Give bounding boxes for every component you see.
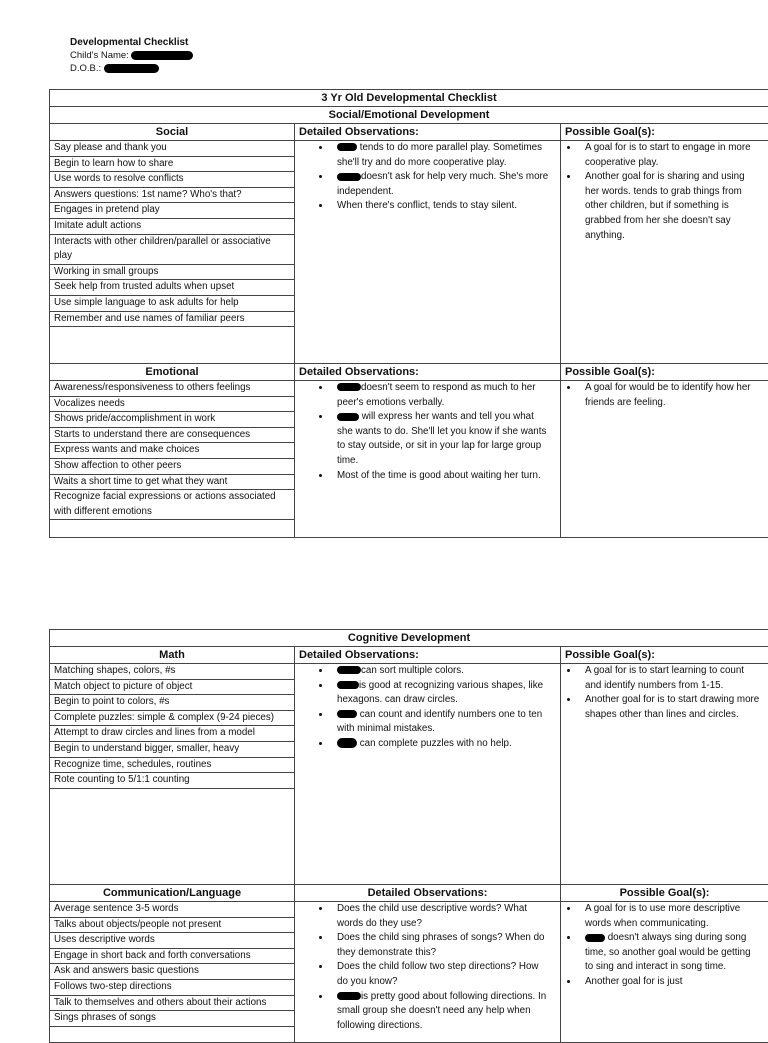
skill-item: Awareness/responsiveness to others feelings bbox=[50, 381, 294, 397]
checklist-title: 3 Yr Old Developmental Checklist bbox=[50, 90, 768, 107]
goal-item: • Another goal for is just bbox=[579, 975, 760, 990]
goal-item: • Another goal for is sharing and using her words. tends to grab things from other children, but if something is grabbed from her she doesn't say anything. bbox=[579, 170, 760, 243]
skill-item: Begin to point to colors, #s bbox=[50, 695, 294, 711]
observation-item: • Does the child sing phrases of songs? When do they demonstrate this? bbox=[331, 931, 552, 960]
skill-item: Shows pride/accomplishment in work bbox=[50, 412, 294, 428]
emotional-observations-heading: Detailed Observations: bbox=[295, 364, 561, 381]
social-emotional-table bbox=[49, 89, 768, 538]
math-goals-heading: Possible Goal(s): bbox=[561, 647, 768, 664]
emotional-skills-cell bbox=[50, 381, 295, 538]
observation-item: • Does the child follow two step directions? How do you know? bbox=[331, 960, 552, 989]
redaction-mark bbox=[337, 413, 359, 421]
skill-item: Begin to learn how to share bbox=[50, 157, 294, 173]
redaction-mark bbox=[337, 710, 357, 718]
communication-goals-heading: Possible Goal(s): bbox=[561, 885, 768, 902]
skill-item: Engage in short back and forth conversations bbox=[50, 949, 294, 965]
skill-item: Starts to understand there are consequences bbox=[50, 428, 294, 444]
redaction-mark bbox=[131, 51, 193, 60]
math-observations-heading: Detailed Observations: bbox=[295, 647, 561, 664]
skill-item: Begin to understand bigger, smaller, heavy bbox=[50, 742, 294, 758]
skill-item: Matching shapes, colors, #s bbox=[50, 664, 294, 680]
social-skills-list bbox=[50, 141, 294, 327]
skill-item: Ask and answers basic questions bbox=[50, 964, 294, 980]
communication-skills-cell bbox=[50, 902, 295, 1043]
skill-item: Recognize facial expressions or actions associated with different emotions bbox=[50, 490, 294, 520]
communication-goals-list bbox=[561, 902, 768, 990]
social-goals-cell bbox=[561, 141, 768, 364]
skill-item: Match object to picture of object bbox=[50, 680, 294, 696]
redaction-mark bbox=[585, 934, 605, 942]
emotional-goals-cell bbox=[561, 381, 768, 538]
math-skills-cell bbox=[50, 664, 295, 885]
emotional-observations-list bbox=[295, 381, 560, 483]
social-observations-heading: Detailed Observations: bbox=[295, 124, 561, 141]
skill-item: Talk to themselves and others about their actions bbox=[50, 996, 294, 1012]
skill-item: Use simple language to ask adults for help bbox=[50, 296, 294, 312]
skill-item: Rote counting to 5/1:1 counting bbox=[50, 773, 294, 789]
emotional-heading: Emotional bbox=[50, 364, 295, 381]
emotional-skills-list bbox=[50, 381, 294, 520]
math-heading: Math bbox=[50, 647, 295, 664]
communication-skills-list bbox=[50, 902, 294, 1027]
math-observations-list bbox=[295, 664, 560, 752]
skill-item: Say please and thank you bbox=[50, 141, 294, 157]
observation-item: • can complete puzzles with no help. bbox=[331, 737, 552, 752]
observation-item: • Does the child use descriptive words? What words do they use? bbox=[331, 902, 552, 931]
redaction-mark bbox=[337, 738, 357, 748]
skill-item: Answers questions: 1st name? Who's that? bbox=[50, 188, 294, 204]
redaction-mark bbox=[337, 666, 361, 674]
document-title: Developmental Checklist bbox=[70, 36, 193, 49]
skill-item: Engages in pretend play bbox=[50, 203, 294, 219]
social-goals-heading: Possible Goal(s): bbox=[561, 124, 768, 141]
skill-item: Uses descriptive words bbox=[50, 933, 294, 949]
communication-observations-list bbox=[295, 902, 560, 1033]
skill-item: Express wants and make choices bbox=[50, 443, 294, 459]
redaction-mark bbox=[337, 173, 361, 181]
redaction-mark bbox=[104, 64, 159, 73]
social-observations-list bbox=[295, 141, 560, 214]
skill-item: Sings phrases of songs bbox=[50, 1011, 294, 1027]
skill-item: Average sentence 3-5 words bbox=[50, 902, 294, 918]
observation-item: • is pretty good about following directions. In small group she doesn't need any help when following directions. bbox=[331, 990, 552, 1034]
redaction-mark bbox=[337, 992, 361, 1000]
document-header bbox=[70, 36, 193, 75]
communication-observations-heading: Detailed Observations: bbox=[295, 885, 561, 902]
goal-item: • Another goal for is to start drawing more shapes other than lines and circles. bbox=[579, 693, 760, 722]
skill-item: Seek help from trusted adults when upset bbox=[50, 280, 294, 296]
goal-item: • A goal for is to use more descriptive words when communicating. bbox=[579, 902, 760, 931]
dob-line bbox=[70, 62, 193, 75]
emotional-goals-list bbox=[561, 381, 768, 410]
goal-item: • A goal for would be to identify how her friends are feeling. bbox=[579, 381, 760, 410]
math-goals-list bbox=[561, 664, 768, 722]
skill-item: Talks about objects/people not present bbox=[50, 918, 294, 934]
observation-item: • Most of the time is good about waiting her turn. bbox=[331, 469, 552, 484]
observation-item: • When there's conflict, tends to stay silent. bbox=[331, 199, 552, 214]
social-heading: Social bbox=[50, 124, 295, 141]
emotional-observations-cell bbox=[295, 381, 561, 538]
skill-item: Imitate adult actions bbox=[50, 219, 294, 235]
observation-item: • tends to do more parallel play. Sometimes she'll try and do more cooperative play. bbox=[331, 141, 552, 170]
emotional-goals-heading: Possible Goal(s): bbox=[561, 364, 768, 381]
skill-item: Show affection to other peers bbox=[50, 459, 294, 475]
math-goals-cell bbox=[561, 664, 768, 885]
goal-item: • doesn't always sing during song time, so another goal would be getting to sing and interact in song time. bbox=[579, 931, 760, 975]
redaction-mark bbox=[337, 681, 359, 689]
social-skills-cell bbox=[50, 141, 295, 364]
goal-item: • A goal for is to start learning to count and identify numbers from 1-15. bbox=[579, 664, 760, 693]
dob-label: D.O.B.: bbox=[70, 63, 101, 74]
skill-item: Waits a short time to get what they want bbox=[50, 475, 294, 491]
math-skills-list bbox=[50, 664, 294, 789]
skill-item: Complete puzzles: simple & complex (9-24 pieces) bbox=[50, 711, 294, 727]
social-observations-cell bbox=[295, 141, 561, 364]
observation-item: • doesn't ask for help very much. She's more independent. bbox=[331, 170, 552, 199]
observation-item: • can sort multiple colors. bbox=[331, 664, 552, 679]
math-observations-cell bbox=[295, 664, 561, 885]
redaction-mark bbox=[337, 383, 361, 391]
section-title: Social/Emotional Development bbox=[50, 107, 768, 124]
communication-observations-cell bbox=[295, 902, 561, 1043]
observation-item: • will express her wants and tell you what she wants to do. She'll let you know if she wants to stay outside, or sit in your lap for large group time. bbox=[331, 410, 552, 468]
child-name-label: Child's Name: bbox=[70, 50, 129, 61]
redaction-mark bbox=[337, 143, 357, 151]
observation-item: • is good at recognizing various shapes, like hexagons. can draw circles. bbox=[331, 679, 552, 708]
section-title: Cognitive Development bbox=[50, 630, 768, 647]
skill-item: Working in small groups bbox=[50, 265, 294, 281]
skill-item: Interacts with other children/parallel or associative play bbox=[50, 235, 294, 265]
skill-item: Remember and use names of familiar peers bbox=[50, 312, 294, 328]
skill-item: Follows two-step directions bbox=[50, 980, 294, 996]
observation-item: • can count and identify numbers one to ten with minimal mistakes. bbox=[331, 708, 552, 737]
skill-item: Use words to resolve conflicts bbox=[50, 172, 294, 188]
communication-goals-cell bbox=[561, 902, 768, 1043]
skill-item: Attempt to draw circles and lines from a model bbox=[50, 726, 294, 742]
skill-item: Vocalizes needs bbox=[50, 397, 294, 413]
social-goals-list bbox=[561, 141, 768, 243]
cognitive-table bbox=[49, 629, 768, 1043]
goal-item: • A goal for is to start to engage in more cooperative play. bbox=[579, 141, 760, 170]
child-name-line bbox=[70, 49, 193, 62]
communication-heading: Communication/Language bbox=[50, 885, 295, 902]
skill-item: Recognize time, schedules, routines bbox=[50, 758, 294, 774]
observation-item: • doesn't seem to respond as much to her peer's emotions verbally. bbox=[331, 381, 552, 410]
